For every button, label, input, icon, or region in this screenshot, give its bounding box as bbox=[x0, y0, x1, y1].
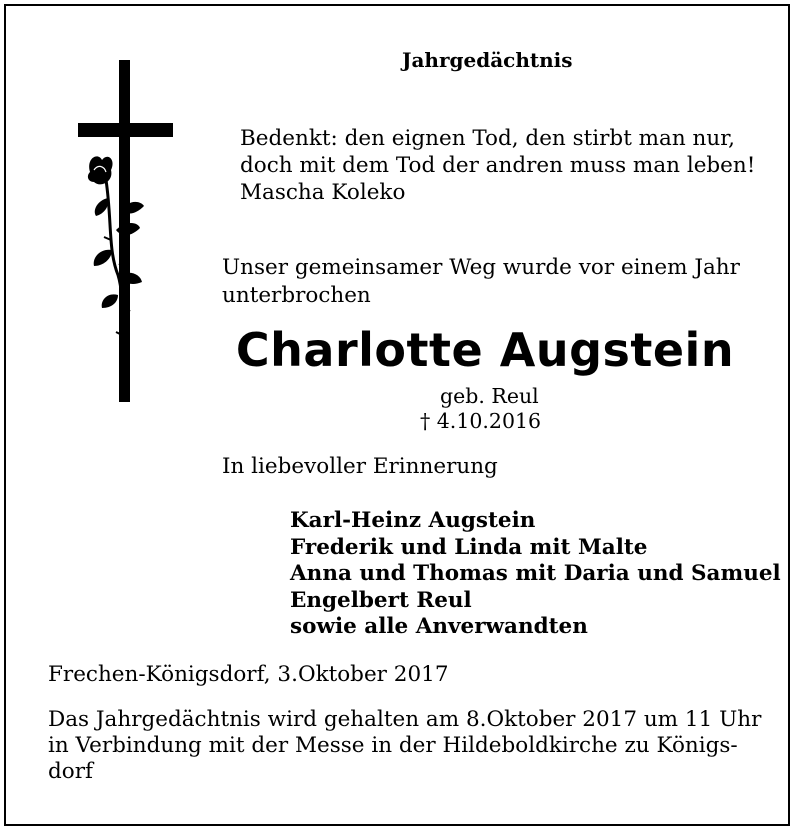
place-date: Frechen-Königsdorf, 3.Oktober 2017 bbox=[48, 662, 449, 687]
service-line: in Verbindung mit der Messe in der Hildeboldkirche zu Königs- bbox=[48, 733, 738, 758]
quote-line: doch mit dem Tod der andren muss man leben! bbox=[240, 153, 756, 178]
birth-name: geb. Reul bbox=[440, 384, 539, 408]
service-info bbox=[48, 707, 761, 785]
heading: Jahrgedächtnis bbox=[402, 48, 573, 72]
mourner-item: sowie alle Anverwandten bbox=[290, 614, 588, 639]
service-line: Das Jahrgedächtnis wird gehalten am 8.Oktober 2017 um 11 Uhr bbox=[48, 707, 762, 732]
mourner-item: Frederik und Linda mit Malte bbox=[290, 534, 648, 560]
mourner-item: Karl-Heinz Augstein bbox=[290, 508, 536, 533]
quote-author: Mascha Koleko bbox=[240, 180, 406, 205]
intro-line: unterbrochen bbox=[222, 283, 371, 308]
quote-line: Bedenkt: den eignen Tod, den stirbt man nur, bbox=[240, 126, 735, 151]
death-date: † 4.10.2016 bbox=[420, 409, 542, 433]
mourners-list bbox=[290, 508, 781, 641]
remembrance-text: In liebevoller Erinnerung bbox=[222, 454, 498, 479]
intro-text bbox=[222, 254, 740, 310]
deceased-name: Charlotte Augstein bbox=[235, 323, 735, 377]
mourner-item: Anna und Thomas mit Daria und Samuel bbox=[290, 561, 781, 586]
quote-block bbox=[240, 125, 755, 206]
service-line: dorf bbox=[48, 759, 93, 784]
intro-line: Unser gemeinsamer Weg wurde vor einem Jahr bbox=[222, 255, 740, 280]
mourner-item: Engelbert Reul bbox=[290, 587, 472, 613]
